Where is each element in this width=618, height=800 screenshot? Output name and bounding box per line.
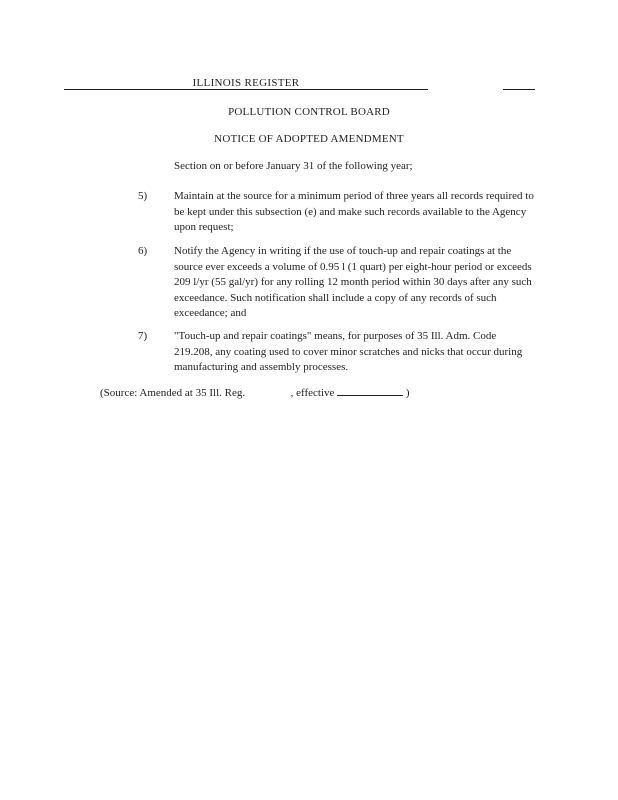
register-header [64,77,428,90]
effective-date-blank [337,385,403,396]
source-prefix: (Source: Amended at 35 Ill. Reg. [100,387,246,399]
section-intro: Section on or before January 31 of the following year; [174,160,413,172]
source-effective: , effective [290,387,335,399]
item-text: Maintain at the source for a minimum period of three years all records required to be kept under this subsection (e) and make such records available to the Agency upon request; [174,190,534,233]
register-title: ILLINOIS REGISTER [192,77,300,89]
item-number: 5) [138,190,148,202]
page-number-line [503,77,535,90]
notice-title: NOTICE OF ADOPTED AMENDMENT [214,133,404,145]
item-text: "Touch-up and repair coatings" means, for purposes of 35 Ill. Adm. Code 219.208, any coating used to cover minor scratches and nicks that occur during manufacturing and assembly processes. [174,330,523,373]
source-suffix: ) [405,387,410,399]
item-number: 6) [138,245,148,257]
source-note [100,385,410,401]
agency-name: POLLUTION CONTROL BOARD [228,106,390,118]
item-number: 7) [138,330,148,342]
item-text: Notify the Agency in writing if the use of touch-up and repair coatings at the source ever exceeds a volume of 0.95 l (1 quart) per eight-hour period or exceeds 209 l/yr (55 gal/yr) for any rolling 12 month period within 30 days after any such exceedance. Such notification shall include a copy of any records of such exceedance; and [174,245,532,319]
